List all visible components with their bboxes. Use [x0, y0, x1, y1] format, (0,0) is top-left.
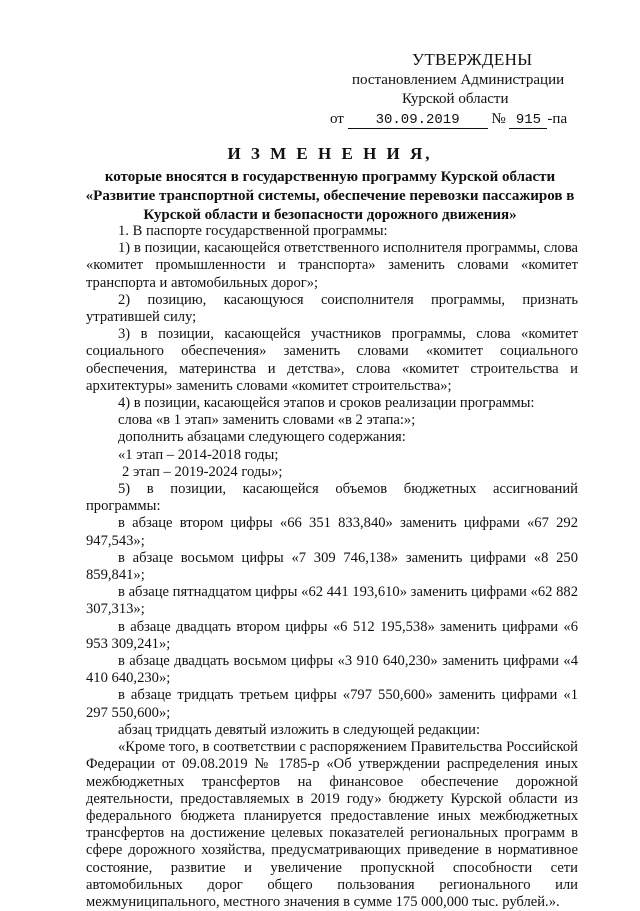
paragraph-7: дополнить абзацами следующего содержания:: [118, 429, 406, 446]
number-suffix: -па: [547, 111, 568, 127]
paragraph-14: в абзаце двадцать втором цифры «6 512 195,538» заменить цифрами «6 953 309,241»;: [86, 618, 578, 652]
paragraph-15: в абзаце двадцать восьмом цифры «3 910 640,230» заменить цифрами «4 410 640,230»;: [86, 653, 578, 687]
paragraph-16: в абзаце тридцать третьем цифры «797 550,600» заменить цифрами «1 297 550,600»;: [86, 687, 578, 721]
from-label: от: [330, 111, 344, 127]
approval-title: УТВЕРЖДЕНЫ: [412, 50, 533, 69]
paragraph-12: в абзаце восьмом цифры «7 309 746,138» заменить цифрами «8 250 859,841»;: [86, 549, 578, 584]
paragraph-2: 1) в позиции, касающейся ответственного исполнителя программы, слова «комитет промышленности и транспорта» заменить словами «комитет транспорта и автомобильных дорог»;: [86, 240, 578, 291]
paragraph-10: 5) в позиции, касающейся объемов бюджетных ассигнований программы:: [86, 481, 578, 515]
document-heading: [60, 143, 600, 225]
paragraph-5: 4) в позиции, касающейся этапов и сроков реализации программы:: [118, 395, 535, 412]
number-label: №: [491, 111, 506, 127]
paragraph-9: 2 этап – 2019-2024 годы»;: [122, 463, 283, 480]
paragraph-8: «1 этап – 2014-2018 годы;: [118, 446, 279, 463]
paragraph-3: 2) позицию, касающуюся соисполнителя программы, признать утратившей силу;: [86, 291, 578, 326]
approval-number: 915: [509, 112, 547, 129]
approval-line-resolution: постановлением Администрации: [352, 72, 565, 88]
heading-title: И З М Е Н Е Н И Я,: [227, 144, 433, 163]
paragraph-6: слова «в 1 этап» заменить словами «в 2 этапа:»;: [118, 412, 416, 429]
approval-date: 30.09.2019: [348, 112, 488, 129]
paragraph-18: «Кроме того, в соответствии с распоряжением Правительства Российской Федерации от 09.08.2019 № 1785-р «Об утверждении распределения иных межбюджетных трансфертов на финансовое обеспечение дорожной деятельности, предоставляемых в 2019 году» бюджету Курской области из федерального бюджета планируется предоставление иных межбюджетных трансфертов на достижение целевых показателей региональных программ в сфере дорожного хозяйства, предусматривающих приведение в нормативное состояние, развитие и увеличение пропускной способности сети автомобильных дорог общего пользования регионального или межмуниципального, местного значения в сумме 175 000,000 тыс. рублей.».: [86, 739, 578, 910]
paragraph-11: в абзаце втором цифры «66 351 833,840» заменить цифрами «67 292 947,543»;: [86, 515, 578, 549]
paragraph-13: в абзаце пятнадцатом цифры «62 441 193,610» заменить цифрами «62 882 307,313»;: [86, 584, 578, 618]
heading-line-1: которые вносятся в государственную программу Курской области: [104, 169, 556, 185]
heading-line-2: «Развитие транспортной системы, обеспечение перевозки пассажиров в: [85, 188, 575, 204]
document-body: [86, 223, 578, 911]
paragraph-4: 3) в позиции, касающейся участников программы, слова «комитет социального обеспечения» заменить словами «комитет социального обеспечения, материнства и детства», слова «комитет строительства и архитектуры» заменить словами «комитет строительства»;: [86, 326, 578, 394]
approval-line-region: Курской области: [402, 91, 509, 107]
approval-line-date-number: [330, 110, 567, 129]
paragraph-17: абзац тридцать девятый изложить в следующей редакции:: [118, 721, 481, 738]
heading-line-3: Курской области и безопасности дорожного движения»: [143, 207, 517, 223]
paragraph-1: 1. В паспорте государственной программы:: [118, 223, 388, 239]
